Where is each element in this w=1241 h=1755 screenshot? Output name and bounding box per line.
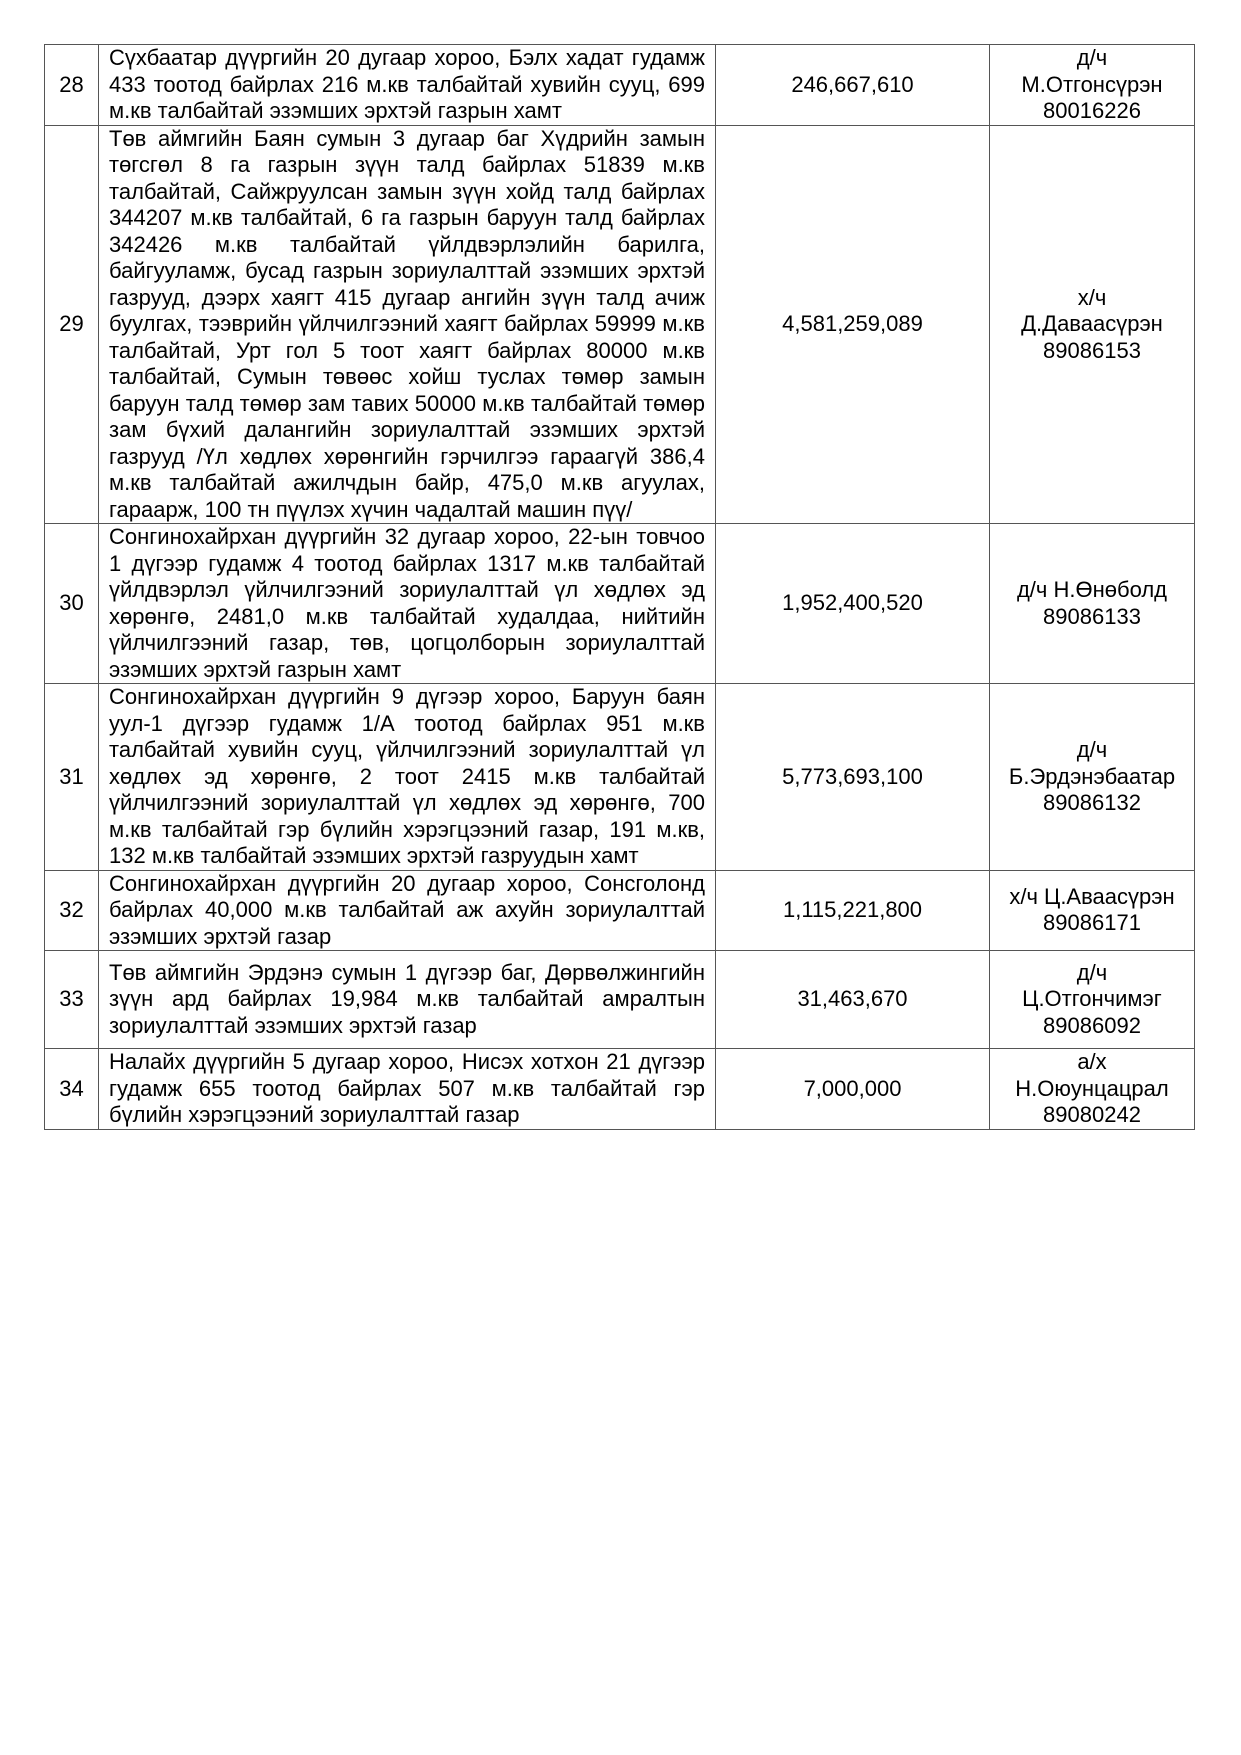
table-row [45, 951, 1195, 1049]
row-number: 28 [45, 45, 99, 126]
contact-name: х/ч Ц.Аваасүрэн [1009, 883, 1175, 909]
contact-cell [990, 951, 1195, 1049]
contact-title: а/х [1077, 1049, 1107, 1074]
contact-title: д/ч [1076, 959, 1108, 985]
table-row [45, 870, 1195, 951]
table-row [45, 125, 1195, 524]
row-number: 34 [45, 1049, 99, 1130]
contact-phone: 89080242 [1043, 1102, 1141, 1127]
row-number: 29 [45, 125, 99, 524]
asset-description: Сонгинохайрхан дүүргийн 20 дугаар хороо, Сонсголонд байрлах 40,000 м.кв талбайтай аж ахуйн зориулалттай эзэмших эрхтэй газар [99, 870, 716, 951]
row-number: 33 [45, 951, 99, 1049]
contact-title: д/ч [1076, 737, 1108, 762]
asset-description: Сонгинохайрхан дүүргийн 9 дүгээр хороо, Баруун баян уул-1 дүгээр гудамж 1/А тоотод байрлах 951 м.кв талбайтай хувийн сууц, үйлчилгээний зориулалттай үл хөдлөх эд хөрөнгө, 2 тоот 2415 м.кв талбайтай үйлчилгээний зориулалттай үл хөдлөх эд хөрөнгө, 700 м.кв талбайтай гэр бүлийн хэрэгцээний газар, 191 м.кв, 132 м.кв талбайтай эзэмших эрхтэй газруудын хамт [99, 684, 716, 871]
asset-amount: 5,773,693,100 [716, 684, 990, 871]
document-page [44, 44, 1194, 1130]
asset-amount: 1,115,221,800 [716, 870, 990, 951]
contact-name: Б.Эрдэнэбаатар [1008, 763, 1176, 789]
asset-description: Сүхбаатар дүүргийн 20 дугаар хороо, Бэлх хадат гудамж 433 тоотод байрлах 216 м.кв талбайтай хувийн сууц, 699 м.кв талбайтай эзэмших эрхтэй газрын хамт [99, 45, 716, 126]
table-row [45, 684, 1195, 871]
contact-title: х/ч [1077, 284, 1107, 310]
table-row [45, 45, 1195, 126]
contact-cell [990, 1049, 1195, 1130]
contact-phone: 89086171 [1043, 910, 1141, 936]
contact-name: Н.Оюунцацрал [1015, 1075, 1169, 1101]
asset-amount: 4,581,259,089 [716, 125, 990, 524]
contact-cell [990, 45, 1195, 126]
contact-phone: 89086092 [1043, 1012, 1141, 1038]
contact-phone: 89086153 [1043, 337, 1141, 363]
contact-phone: 89086133 [1043, 603, 1141, 629]
table-row [45, 524, 1195, 684]
table-row [45, 1049, 1195, 1130]
asset-amount: 31,463,670 [716, 951, 990, 1049]
row-number: 30 [45, 524, 99, 684]
asset-description: Налайх дүүргийн 5 дугаар хороо, Нисэх хотхон 21 дүгээр гудамж 655 тоотод байрлах 507 м.кв талбайтай гэр бүлийн хэрэгцээний зориулалттай газар [99, 1049, 716, 1130]
contact-phone: 89086132 [1043, 790, 1141, 815]
asset-description: Төв аймгийн Баян сумын 3 дугаар баг Хүдрийн замын төгсгөл 8 га газрын зүүн талд байрлах 51839 м.кв талбайтай, Сайжруулсан замын зүүн хойд талд байрлах 344207 м.кв талбайтай, 6 га газрын баруун талд байрлах 342426 м.кв талбайтай үйлдвэрлэлийн барилга, байгууламж, бусад газрын зориулалттай эзэмших эрхтэй газрууд, дээрх хаягт 415 дугаар ангийн зүүн талд ачиж буулгах, тээврийн үйлчилгээний хаягт байрлах 59999 м.кв талбайтай, Урт гол 5 тоот хаягт байрлах 80000 м.кв талбайтай, Сумын төвөөс хойш туслах төмөр замын баруун талд төмөр зам тавих 50000 м.кв талбайтай төмөр зам бүхий далангийн зориулалттай эзэмших эрхтэй газрууд /Үл хөдлөх хөрөнгийн гэрчилгээ гараагүй 386,4 м.кв талбайтай ажилчдын байр, 475,0 м.кв агуулах, гараарж, 100 тн пүүлэх хүчин чадалтай машин пүү/ [99, 125, 716, 524]
row-number: 31 [45, 684, 99, 871]
contact-cell [990, 125, 1195, 524]
contact-name: Д.Даваасүрэн [1021, 311, 1163, 336]
contact-cell [990, 870, 1195, 951]
asset-description: Төв аймгийн Эрдэнэ сумын 1 дүгээр баг, Дөрвөлжингийн зүүн ард байрлах 19,984 м.кв талбайтай амралтын зориулалттай эзэмших эрхтэй газар [99, 951, 716, 1049]
contact-name: д/ч Н.Өнөболд [1016, 577, 1168, 602]
contact-name: Ц.Отгончимэг [1022, 986, 1162, 1012]
contact-title: д/ч [1076, 45, 1108, 70]
contact-cell [990, 524, 1195, 684]
contact-name: М.Отгонсүрэн [1021, 71, 1163, 97]
asset-amount: 1,952,400,520 [716, 524, 990, 684]
asset-description: Сонгинохайрхан дүүргийн 32 дугаар хороо, 22-ын товчоо 1 дүгээр гудамж 4 тоотод байрлах 1317 м.кв талбайтай үйлдвэрлэл үйлчилгээний зориулалттай үл хөдлөх эд хөрөнгө, 2481,0 м.кв талбайтай худалдаа, нийтийн үйлчилгээний газар, төв, цогцолборын зориулалттай эзэмших эрхтэй газрын хамт [99, 524, 716, 684]
contact-cell [990, 684, 1195, 871]
asset-amount: 7,000,000 [716, 1049, 990, 1130]
asset-table [44, 44, 1195, 1130]
row-number: 32 [45, 870, 99, 951]
contact-phone: 80016226 [1043, 98, 1141, 123]
asset-amount: 246,667,610 [716, 45, 990, 126]
